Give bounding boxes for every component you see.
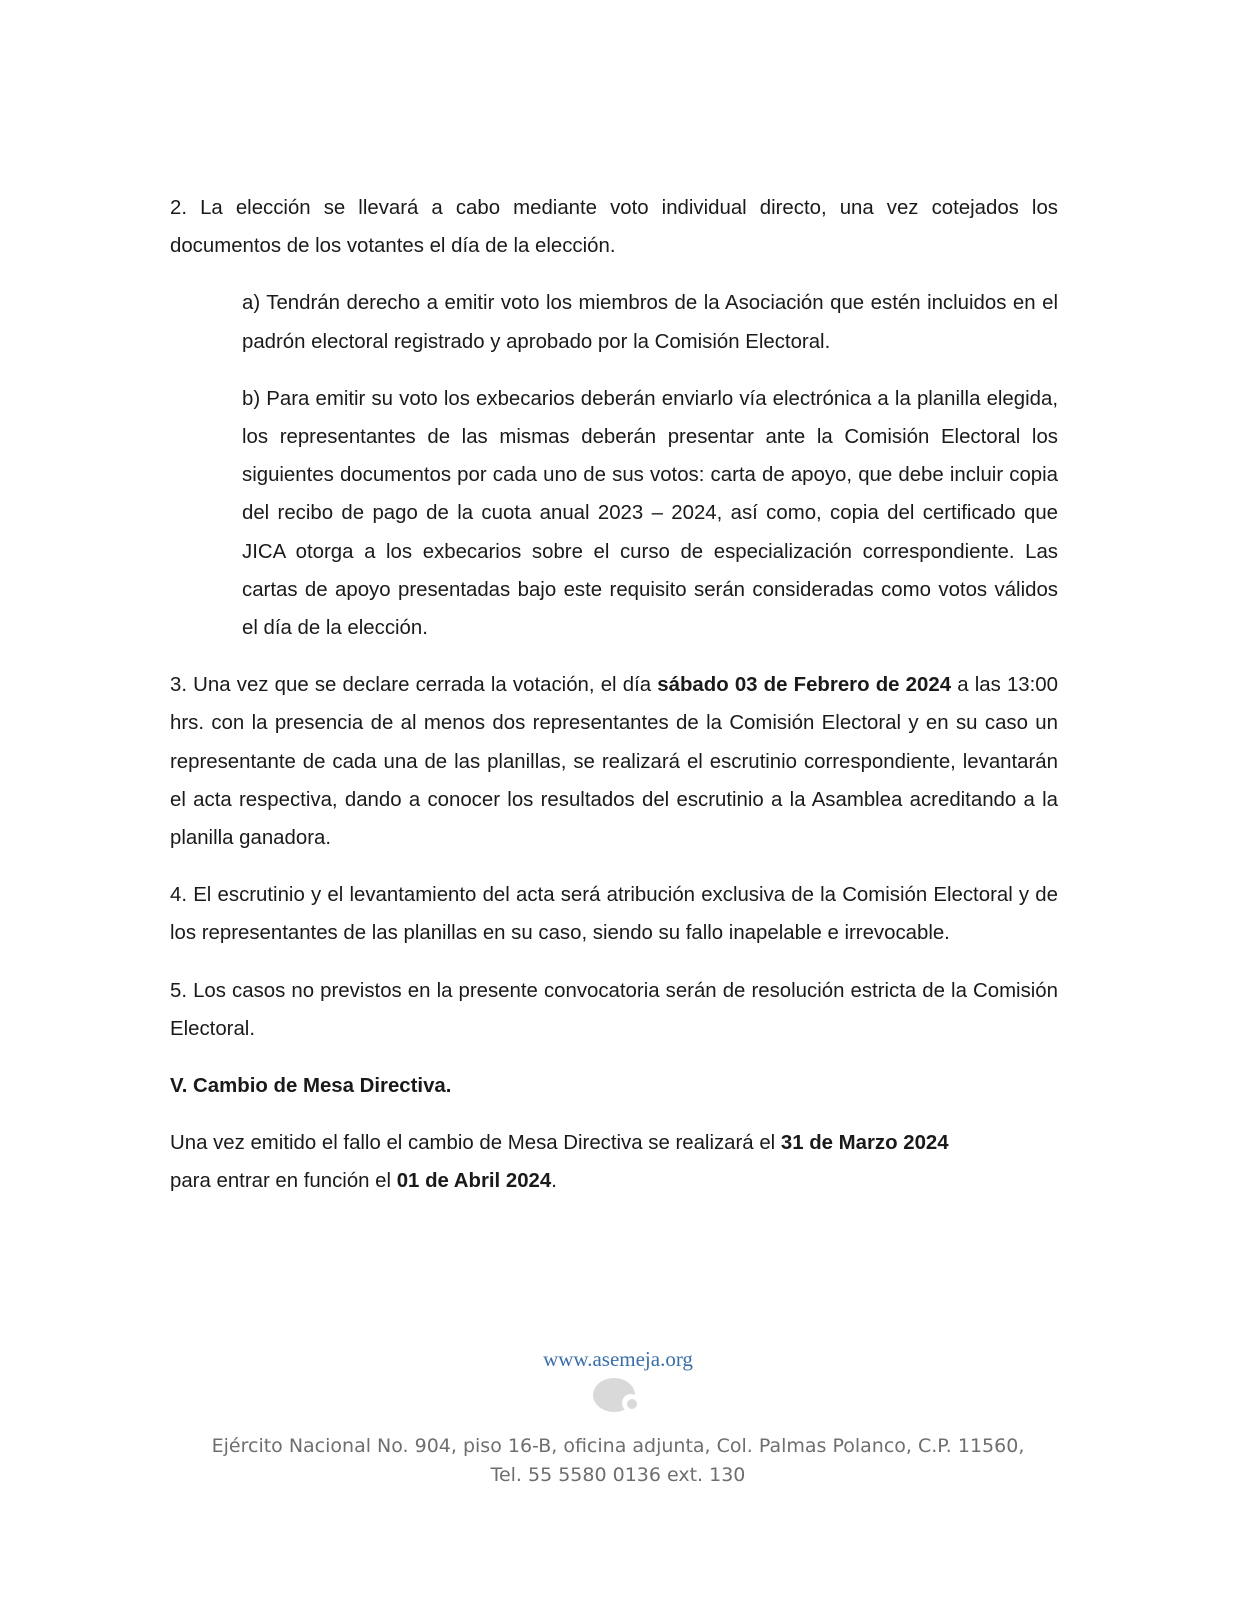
- item-2b: b) Para emitir su voto los exbecarios deberán enviarlo vía electrónica a la planilla elegida, los representantes de las mismas deberán presentar ante la Comisión Electoral los siguientes documentos por cada uno de sus votos: carta de apoyo, que debe incluir copia del recibo de pago de la cuota anual 2023 – 2024, así como, copia del certificado que JICA otorga a los exbecarios sobre el curso de especialización correspondiente. Las cartas de apoyo presentadas bajo este requisito serán consideradas como votos válidos el día de la elección.: [242, 387, 1058, 640]
- item-2: 2. La elección se llevará a cabo mediante voto individual directo, una vez cotejados los documentos de los votantes el día de la elección.: [170, 197, 1058, 258]
- item-2a: a) Tendrán derecho a emitir voto los miembros de la Asociación que estén incluidos en el padrón electoral registrado y aprobado por la Comisión Electoral.: [242, 292, 1058, 353]
- item-3-text-pre: 3. Una vez que se declare cerrada la votación, el día: [170, 674, 658, 697]
- item-3-text-post: a las 13:00 hrs. con la presencia de al menos dos representantes de la Comisión Electoral y en su caso un representante de cada una de las planillas, se realizará el escrutinio correspondiente, levantarán el acta respectiva, dando a conocer los resultados del escrutinio a la Asamblea acreditando a la planilla ganadora.: [170, 674, 1058, 850]
- address: [0, 1432, 1236, 1490]
- section-v-heading: V. Cambio de Mesa Directiva.: [170, 1075, 452, 1098]
- address-line-2: Tel. 55 5580 0136 ext. 130: [490, 1464, 746, 1486]
- handover-date: 31 de Marzo 2024: [780, 1132, 949, 1155]
- item-5: 5. Los casos no previstos en la presente convocatoria serán de resolución estricta de la Comisión Electoral.: [170, 979, 1058, 1040]
- page-footer: [0, 1346, 1236, 1490]
- section-v-text: [170, 1124, 1058, 1200]
- start-date: 01 de Abril 2024: [396, 1170, 552, 1193]
- section-v-text-1: Una vez emitido el fallo el cambio de Mesa Directiva se realizará el: [170, 1132, 781, 1155]
- item-4: 4. El escrutinio y el levantamiento del acta será atribución exclusiva de la Comisión Electoral y de los representantes de las planillas en su caso, siendo su fallo inapelable e irrevocable.: [170, 884, 1058, 945]
- section-v-text-2: para entrar en función el: [170, 1170, 397, 1193]
- item-3-date: sábado 03 de Febrero de 2024: [657, 674, 952, 697]
- section-v-text-3: .: [551, 1170, 557, 1193]
- item-3: [170, 666, 1058, 857]
- logo-dot: [627, 1399, 637, 1409]
- website-link[interactable]: www.asemeja.org: [543, 1347, 693, 1371]
- document-body: [170, 189, 1058, 1220]
- asemeja-logo-icon: [591, 1374, 645, 1416]
- address-line-1: Ejército Nacional No. 904, piso 16-B, oficina adjunta, Col. Palmas Polanco, C.P. 11560,: [211, 1435, 1025, 1457]
